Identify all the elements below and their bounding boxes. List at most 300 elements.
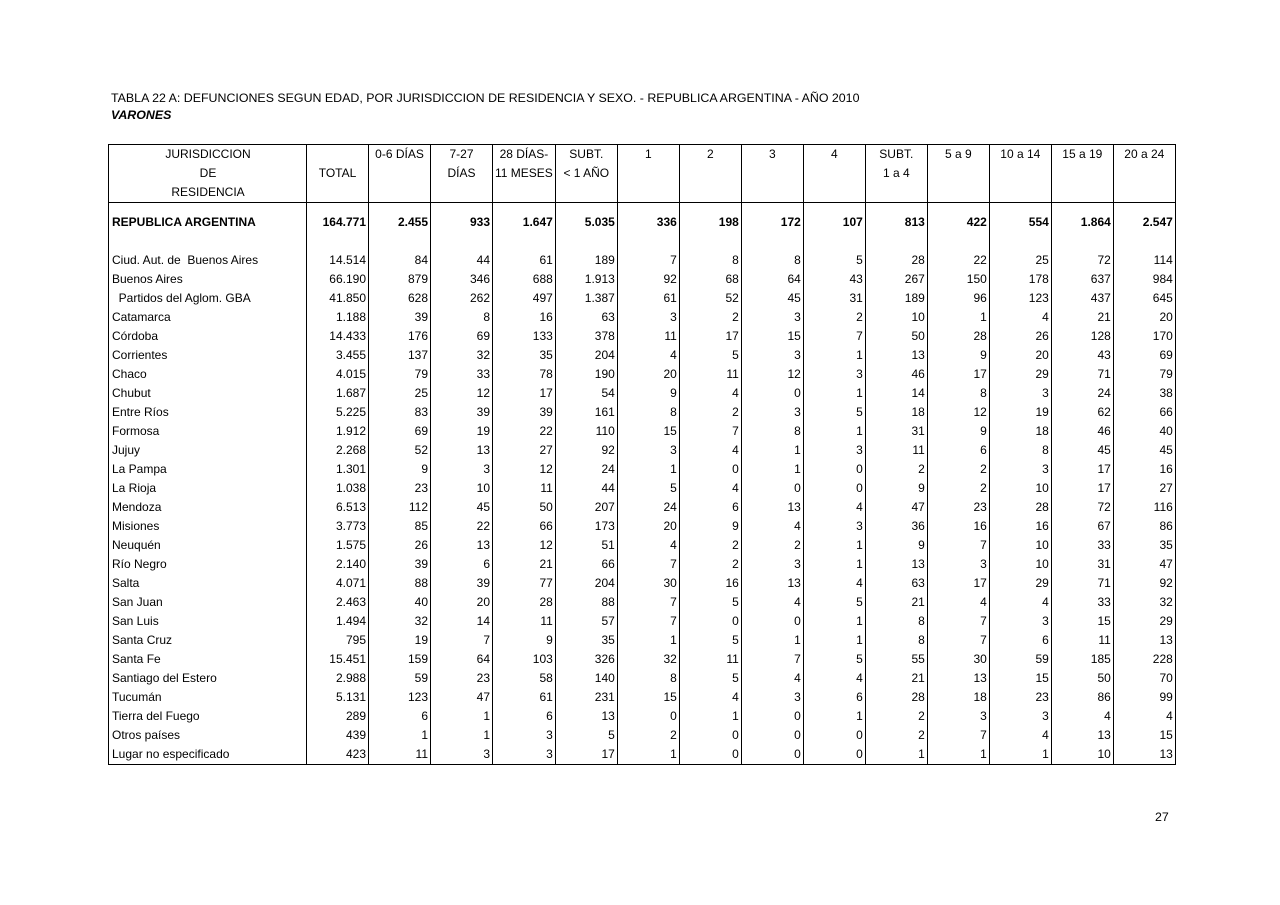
table-cell: 3 [927, 555, 989, 574]
table-cell: 8 [741, 251, 803, 270]
table-cell [679, 241, 741, 251]
table-cell: 2.268 [307, 441, 369, 460]
table-cell: 3 [741, 555, 803, 574]
table-cell: 645 [1113, 289, 1175, 308]
table-cell: 3 [989, 707, 1051, 726]
table-cell: 84 [369, 251, 431, 270]
table-cell: 3 [803, 517, 865, 536]
table-cell: 30 [617, 574, 679, 593]
header-row [109, 145, 1176, 165]
row-label: Jujuy [109, 441, 307, 460]
table-cell: 15 [617, 688, 679, 707]
row-label: Otros países [109, 726, 307, 745]
table-cell: 12 [741, 365, 803, 384]
table-cell [1051, 183, 1113, 203]
row-label: Santa Cruz [109, 631, 307, 650]
table-cell: 63 [555, 308, 617, 327]
table-row [109, 726, 1176, 745]
table-cell: 78 [493, 365, 556, 384]
table-cell: DÍAS [431, 164, 493, 183]
table-cell: 9 [927, 422, 989, 441]
table-cell: 46 [865, 365, 927, 384]
table-cell: 326 [555, 650, 617, 669]
row-label: Salta [109, 574, 307, 593]
table-cell: 7 [927, 726, 989, 745]
table-cell: 96 [927, 289, 989, 308]
table-cell: 3 [617, 441, 679, 460]
table-cell: 35 [1113, 536, 1175, 555]
table-row [109, 612, 1176, 631]
table-cell: 20 [1113, 308, 1175, 327]
table-cell: 18 [865, 403, 927, 422]
row-label: Córdoba [109, 327, 307, 346]
table-cell: 3 [493, 745, 556, 765]
table-cell: 688 [493, 270, 556, 289]
row-label: JURISDICCION [109, 145, 307, 165]
table-cell [679, 164, 741, 183]
table-cell: 4 [803, 669, 865, 688]
table-cell: 1.301 [307, 460, 369, 479]
table-row [109, 479, 1176, 498]
table-cell: 1 [617, 145, 679, 165]
table-cell: 13 [1113, 631, 1175, 650]
table-cell: 15 [1051, 612, 1113, 631]
table-cell: 5.131 [307, 688, 369, 707]
table-cell: 33 [1051, 593, 1113, 612]
table-cell: 19 [369, 631, 431, 650]
table-subtitle: VARONES [111, 108, 172, 122]
table-cell: 16 [1113, 460, 1175, 479]
table-cell: 13 [431, 441, 493, 460]
table-cell: 32 [431, 346, 493, 365]
table-cell: 5.225 [307, 403, 369, 422]
table-cell: 15.451 [307, 650, 369, 669]
table-cell: 13 [741, 498, 803, 517]
table-cell: 13 [865, 555, 927, 574]
table-row [109, 346, 1176, 365]
table-cell: 24 [617, 498, 679, 517]
table-cell: 0 [741, 745, 803, 765]
table-cell: 6 [989, 631, 1051, 650]
table-cell: 22 [431, 517, 493, 536]
table-cell: 4.015 [307, 365, 369, 384]
table-cell: 813 [865, 203, 927, 242]
table-cell [1113, 241, 1175, 251]
table-cell: 7 [617, 612, 679, 631]
table-cell [1113, 164, 1175, 183]
table-cell: 3 [989, 384, 1051, 403]
table-cell: 66 [555, 555, 617, 574]
table-cell: 123 [369, 688, 431, 707]
table-cell: 13 [865, 346, 927, 365]
table-cell: 13 [741, 574, 803, 593]
table-cell: 3 [741, 346, 803, 365]
table-cell: 4 [989, 726, 1051, 745]
table-cell: 7 [803, 327, 865, 346]
table-cell: 16 [927, 517, 989, 536]
table-cell: 18 [989, 422, 1051, 441]
table-cell [555, 183, 617, 203]
row-label: Mendoza [109, 498, 307, 517]
table-cell [989, 183, 1051, 203]
table-cell: 1 [741, 631, 803, 650]
table-cell: 1 [617, 631, 679, 650]
table-cell: 4 [679, 479, 741, 498]
row-label: Corrientes [109, 346, 307, 365]
table-cell: 61 [617, 289, 679, 308]
table-cell [617, 241, 679, 251]
table-cell [1051, 164, 1113, 183]
table-cell: 3 [989, 612, 1051, 631]
table-cell: 11 [679, 650, 741, 669]
table-cell: 8 [741, 422, 803, 441]
table-cell: 6 [803, 688, 865, 707]
table-cell: 10 [989, 555, 1051, 574]
table-row [109, 593, 1176, 612]
table-cell: 10 [431, 479, 493, 498]
table-cell: 637 [1051, 270, 1113, 289]
table-cell: 26 [369, 536, 431, 555]
table-cell: 4 [679, 384, 741, 403]
row-label [109, 241, 307, 251]
row-label: San Luis [109, 612, 307, 631]
table-cell: 30 [927, 650, 989, 669]
table-cell: 5 [679, 669, 741, 688]
table-cell: 3.773 [307, 517, 369, 536]
table-cell: 54 [555, 384, 617, 403]
table-cell: 8 [989, 441, 1051, 460]
table-cell: 112 [369, 498, 431, 517]
table-cell: 0 [803, 745, 865, 765]
table-cell: 3 [431, 745, 493, 765]
table-cell: 2 [927, 460, 989, 479]
table-cell: 1 [803, 346, 865, 365]
table-cell: 1.864 [1051, 203, 1113, 242]
table-cell: 8 [617, 403, 679, 422]
table-cell: 5 [803, 593, 865, 612]
table-body [109, 145, 1176, 765]
table-cell: 3 [927, 707, 989, 726]
table-cell: 17 [927, 574, 989, 593]
table-cell: 795 [307, 631, 369, 650]
table-cell: 22 [493, 422, 556, 441]
table-cell: 0 [741, 726, 803, 745]
table-row [109, 745, 1176, 765]
row-label: RESIDENCIA [109, 183, 307, 203]
row-label: Río Negro [109, 555, 307, 574]
table-cell: 933 [431, 203, 493, 242]
table-cell [307, 183, 369, 203]
table-cell: TOTAL [307, 164, 369, 183]
table-title: TABLA 22 A: DEFUNCIONES SEGUN EDAD, POR JURISDICCION DE RESIDENCIA Y SEXO. - REPUBLICA ARGENTINA - AÑO 2010 [111, 91, 860, 105]
table-cell: 33 [1051, 536, 1113, 555]
table-cell [307, 145, 369, 165]
table-cell: 26 [989, 327, 1051, 346]
table-cell: 1 [803, 384, 865, 403]
table-cell: 5 a 9 [927, 145, 989, 165]
table-cell [803, 164, 865, 183]
table-cell: 1 [803, 631, 865, 650]
table-cell: 5 [803, 251, 865, 270]
table-cell: 159 [369, 650, 431, 669]
table-cell: 69 [369, 422, 431, 441]
table-cell: 0 [679, 745, 741, 765]
table-cell: 1 [927, 308, 989, 327]
spacer-row [109, 241, 1176, 251]
table-cell: 8 [927, 384, 989, 403]
table-cell: 2.455 [369, 203, 431, 242]
table-cell: 47 [865, 498, 927, 517]
table-cell: 20 [989, 346, 1051, 365]
table-cell: 88 [369, 574, 431, 593]
table-cell: 0 [803, 479, 865, 498]
table-cell: 29 [989, 574, 1051, 593]
table-cell: 228 [1113, 650, 1175, 669]
table-cell: 3 [741, 308, 803, 327]
table-cell: 11 [493, 479, 556, 498]
table-cell: 3 [617, 308, 679, 327]
row-label: Entre Ríos [109, 403, 307, 422]
row-label: Buenos Aires [109, 270, 307, 289]
table-cell: 24 [555, 460, 617, 479]
table-cell: 39 [431, 403, 493, 422]
table-cell: 12 [493, 460, 556, 479]
table-cell: 1 [741, 460, 803, 479]
table-cell [555, 241, 617, 251]
table-cell: 5.035 [555, 203, 617, 242]
table-cell: 1 [431, 707, 493, 726]
table-cell: 497 [493, 289, 556, 308]
table-cell: 7 [617, 593, 679, 612]
table-cell: 5 [617, 479, 679, 498]
table-cell: 72 [1051, 498, 1113, 517]
table-cell: 29 [1113, 612, 1175, 631]
table-cell: 61 [493, 688, 556, 707]
table-cell: 47 [1113, 555, 1175, 574]
table-cell [927, 241, 989, 251]
table-cell: 437 [1051, 289, 1113, 308]
table-cell: 50 [493, 498, 556, 517]
table-cell: 18 [927, 688, 989, 707]
table-cell: 128 [1051, 327, 1113, 346]
table-cell: 28 [493, 593, 556, 612]
table-cell: 28 [865, 688, 927, 707]
table-cell: 9 [493, 631, 556, 650]
table-cell: 9 [369, 460, 431, 479]
table-cell: 66 [1113, 403, 1175, 422]
table-cell: 39 [369, 308, 431, 327]
table-cell: 19 [431, 422, 493, 441]
table-cell: 8 [617, 669, 679, 688]
table-cell: 3 [431, 460, 493, 479]
table-cell: 92 [617, 270, 679, 289]
table-cell: 0 [679, 460, 741, 479]
table-cell: 41.850 [307, 289, 369, 308]
table-cell: 11 [617, 327, 679, 346]
table-cell: 439 [307, 726, 369, 745]
table-cell: 92 [555, 441, 617, 460]
table-cell: 39 [369, 555, 431, 574]
table-cell: 50 [865, 327, 927, 346]
table-cell: 23 [431, 669, 493, 688]
table-cell: 289 [307, 707, 369, 726]
table-cell [989, 164, 1051, 183]
table-cell: 0 [803, 460, 865, 479]
table-cell: 13 [1113, 745, 1175, 765]
table-cell: 33 [431, 365, 493, 384]
header-row [109, 183, 1176, 203]
table-row [109, 270, 1176, 289]
table-cell: 20 [431, 593, 493, 612]
table-cell: 4 [679, 688, 741, 707]
table-cell: 39 [493, 403, 556, 422]
table-cell: 4 [1113, 707, 1175, 726]
table-cell: 11 [493, 612, 556, 631]
row-label: Santa Fe [109, 650, 307, 669]
table-row [109, 403, 1176, 422]
table-cell: 71 [1051, 365, 1113, 384]
table-row [109, 631, 1176, 650]
header-row [109, 164, 1176, 183]
table-cell: 6 [927, 441, 989, 460]
table-cell: 3 [493, 726, 556, 745]
table-cell: 43 [1051, 346, 1113, 365]
table-cell: 2 [679, 145, 741, 165]
table-cell: 2 [865, 726, 927, 745]
table-cell: 17 [1051, 460, 1113, 479]
table-row [109, 365, 1176, 384]
table-cell: 336 [617, 203, 679, 242]
table-cell: 190 [555, 365, 617, 384]
table-cell: 176 [369, 327, 431, 346]
row-label: Tucumán [109, 688, 307, 707]
table-cell: 3 [803, 365, 865, 384]
table-cell: 86 [1113, 517, 1175, 536]
table-cell: 628 [369, 289, 431, 308]
table-cell: 110 [555, 422, 617, 441]
table-cell: 11 [369, 745, 431, 765]
table-cell: 28 [927, 327, 989, 346]
table-cell: 63 [865, 574, 927, 593]
row-label: Neuquén [109, 536, 307, 555]
table-cell: 9 [865, 536, 927, 555]
table-cell: 2 [865, 460, 927, 479]
table-cell: 12 [493, 536, 556, 555]
row-label: Misiones [109, 517, 307, 536]
table-cell: 262 [431, 289, 493, 308]
table-cell: 189 [555, 251, 617, 270]
table-cell: 52 [369, 441, 431, 460]
table-cell: 36 [865, 517, 927, 536]
table-cell [369, 183, 431, 203]
table-cell: 72 [1051, 251, 1113, 270]
table-cell: 40 [1113, 422, 1175, 441]
table-cell: 1 a 4 [865, 164, 927, 183]
table-cell: 1.038 [307, 479, 369, 498]
table-cell: 5 [803, 403, 865, 422]
table-cell: 38 [1113, 384, 1175, 403]
table-cell [989, 241, 1051, 251]
table-cell: 17 [679, 327, 741, 346]
table-cell: 79 [1113, 365, 1175, 384]
table-cell: 7 [927, 612, 989, 631]
table-row [109, 498, 1176, 517]
table-cell: 51 [555, 536, 617, 555]
table-row [109, 327, 1176, 346]
table-cell: 64 [741, 270, 803, 289]
table-cell: 2 [865, 707, 927, 726]
table-cell: 1 [431, 726, 493, 745]
table-cell: 123 [989, 289, 1051, 308]
table-cell: 7 [927, 631, 989, 650]
table-cell [679, 183, 741, 203]
table-cell: 4 [803, 145, 865, 165]
table-cell: 45 [741, 289, 803, 308]
table-cell [307, 241, 369, 251]
national-total-row [109, 203, 1176, 242]
table-cell: 32 [617, 650, 679, 669]
table-cell: 5 [679, 593, 741, 612]
table-cell: 1 [617, 460, 679, 479]
table-cell: 4 [989, 308, 1051, 327]
table-cell: 984 [1113, 270, 1175, 289]
table-cell: 4 [803, 574, 865, 593]
table-cell: 21 [865, 669, 927, 688]
table-cell: 10 [989, 479, 1051, 498]
table-row [109, 517, 1176, 536]
table-cell: 66.190 [307, 270, 369, 289]
table-cell: 2.463 [307, 593, 369, 612]
table-cell: 4 [741, 669, 803, 688]
table-cell: 13 [555, 707, 617, 726]
table-cell: 10 [989, 536, 1051, 555]
table-cell: 4 [803, 498, 865, 517]
table-cell: 2.988 [307, 669, 369, 688]
table-cell: 11 MESES [493, 164, 556, 183]
table-cell: 59 [989, 650, 1051, 669]
table-cell: 1 [679, 707, 741, 726]
table-cell: 8 [865, 612, 927, 631]
table-row [109, 574, 1176, 593]
table-cell: 17 [555, 745, 617, 765]
table-cell: 161 [555, 403, 617, 422]
table-cell: 4 [679, 441, 741, 460]
table-cell: 28 DÍAS- [493, 145, 556, 165]
table-row [109, 308, 1176, 327]
table-cell [369, 241, 431, 251]
table-cell: 1 [617, 745, 679, 765]
table-cell [741, 164, 803, 183]
table-cell: 1.913 [555, 270, 617, 289]
row-label: Lugar no especificado [109, 745, 307, 765]
table-cell: 45 [1051, 441, 1113, 460]
table-cell: 40 [369, 593, 431, 612]
table-cell: 114 [1113, 251, 1175, 270]
table-cell: 231 [555, 688, 617, 707]
row-label: REPUBLICA ARGENTINA [109, 203, 307, 242]
table-cell: 46 [1051, 422, 1113, 441]
table-cell: 16 [989, 517, 1051, 536]
table-cell: 14.514 [307, 251, 369, 270]
row-label: Catamarca [109, 308, 307, 327]
row-label: Santiago del Estero [109, 669, 307, 688]
row-label: Formosa [109, 422, 307, 441]
table-cell: 4.071 [307, 574, 369, 593]
table-cell: 69 [1113, 346, 1175, 365]
table-cell: 45 [431, 498, 493, 517]
table-cell: 4 [741, 517, 803, 536]
table-cell: 0 [803, 726, 865, 745]
